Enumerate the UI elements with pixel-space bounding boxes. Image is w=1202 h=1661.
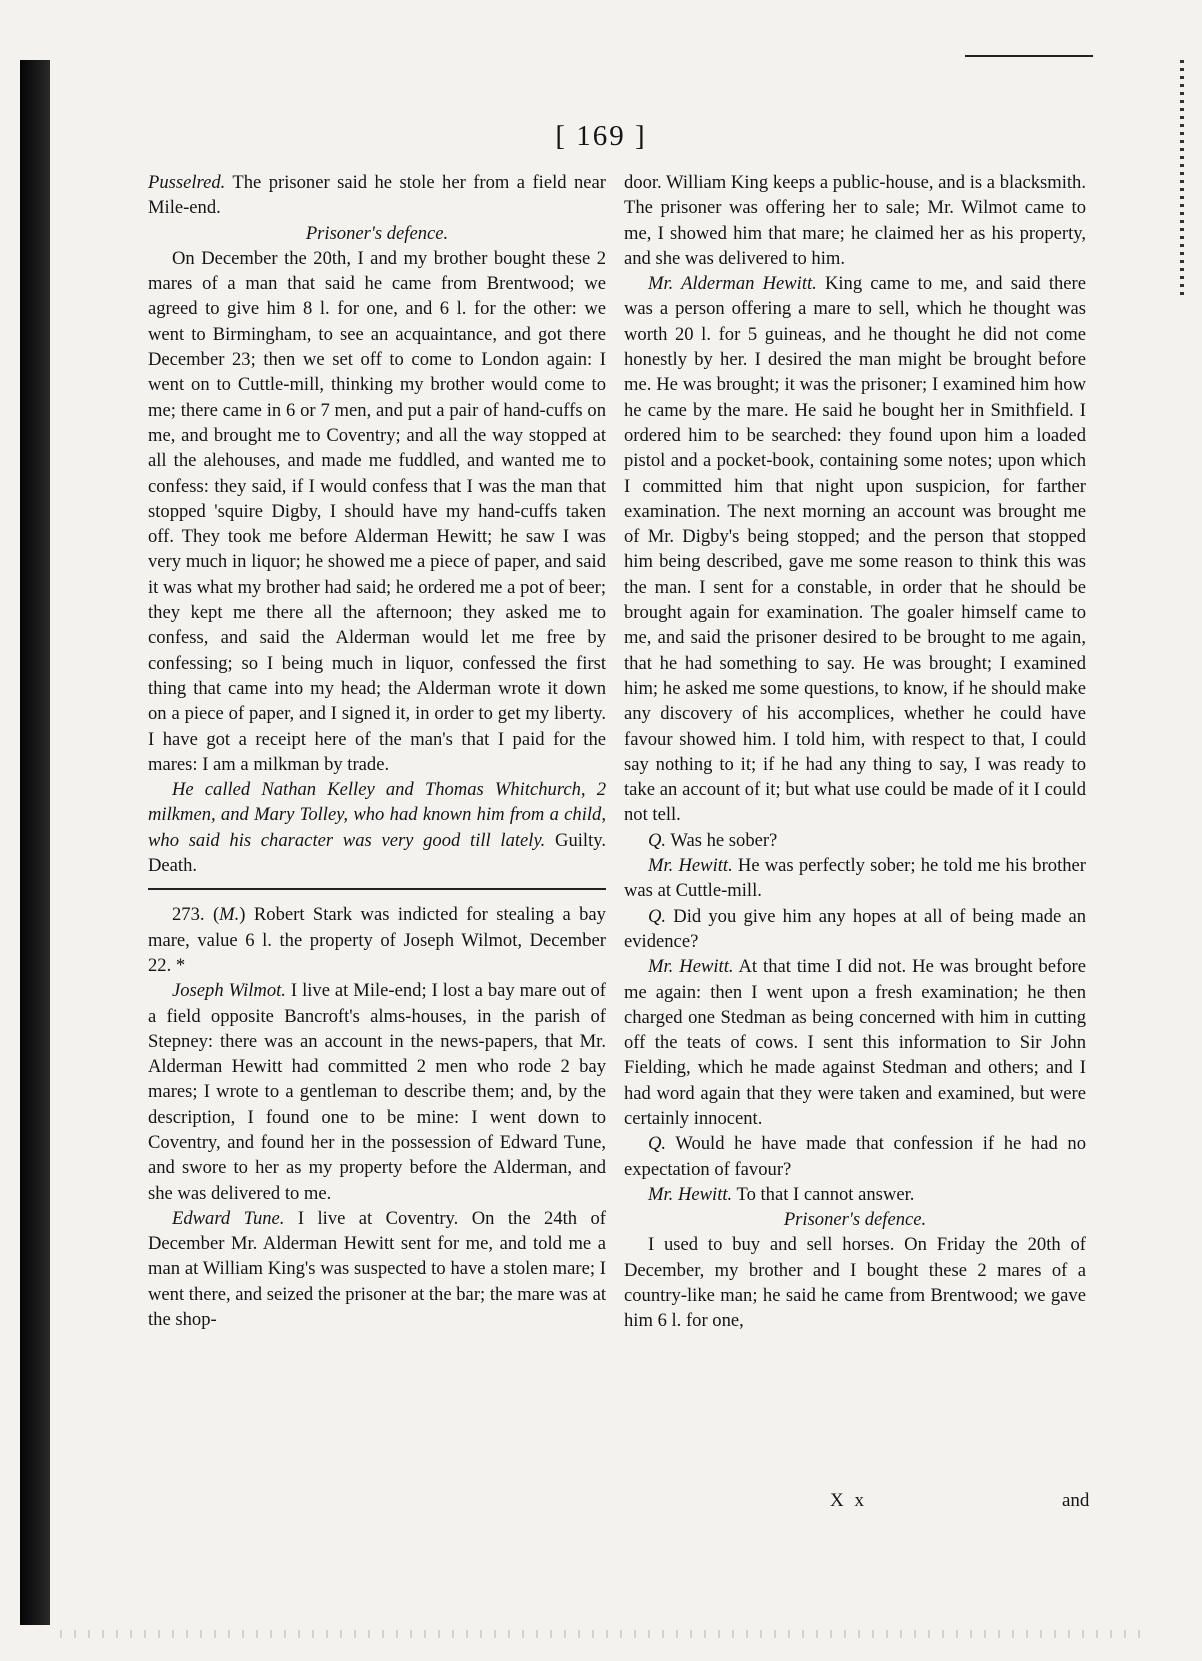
- italic-text: Edward Tune.: [172, 1207, 285, 1229]
- italic-text: Mr. Alderman Hewitt.: [648, 273, 817, 295]
- page-number: [ 169 ]: [555, 120, 647, 152]
- paragraph: [624, 271, 1086, 828]
- paragraph: [624, 904, 1086, 955]
- section-heading: [624, 1207, 1086, 1232]
- paragraph: [148, 902, 606, 978]
- text-run: Did you give him any hopes at all of being made an evidence?: [624, 905, 1086, 952]
- text-run: door. William King keeps a public-house, and is a blacksmith. The prisoner was offering her to sale; Mr. Wilmot came to me, I showed him that mare; he claimed her as his property, and she was delivered to him.: [624, 172, 1086, 269]
- section-heading: [148, 221, 606, 246]
- top-rule: [965, 55, 1093, 57]
- paragraph: [148, 978, 606, 1206]
- text-run: 273. (: [172, 904, 220, 926]
- signature-mark: X x: [830, 1490, 867, 1511]
- italic-text: He called Nathan Kelley and Thomas Whitchurch, 2 milkmen, and Mary Tolley, who had known him from a child, who said his character was very good till lately.: [148, 779, 606, 851]
- text-run: The prisoner said he stole her from a field near Mile-end.: [148, 172, 606, 219]
- text-run: Was he sober?: [666, 829, 778, 851]
- text-run: Guilty. Death.: [148, 829, 606, 877]
- paragraph: [148, 777, 606, 878]
- text-run: I used to buy and sell horses. On Friday the 20th of December, my brother and I bought these 2 mares of a country-like man; he said he came from Brentwood; we gave him 6 l. for one,: [624, 1234, 1086, 1332]
- paragraph: [624, 828, 1086, 853]
- bottom-edge-noise: [60, 1630, 1140, 1638]
- italic-text: Prisoner's defence.: [305, 222, 449, 244]
- paragraph: [148, 170, 606, 221]
- right-column: [624, 170, 1086, 1334]
- italic-text: Q.: [648, 905, 667, 927]
- paragraph: [148, 1206, 606, 1332]
- paragraph: [624, 170, 1086, 271]
- italic-text: Q.: [648, 829, 667, 851]
- italic-text: M.: [219, 904, 240, 926]
- paragraph: [624, 1182, 1086, 1207]
- left-column: [148, 170, 606, 1332]
- page-edge-marks: [1180, 60, 1184, 300]
- paragraph: [624, 1131, 1086, 1182]
- text-run: To that I cannot answer.: [732, 1183, 915, 1205]
- italic-text: Joseph Wilmot.: [172, 980, 286, 1002]
- paragraph: [148, 246, 606, 777]
- section-rule: [148, 888, 606, 890]
- text-run: Would he have made that confession if he had no expectation of favour?: [624, 1133, 1086, 1180]
- text-run: At that time I did not. He was brought before me again: then I went upon a fresh examination; he then charged one Stedman as being concerned with him in cutting off the teats of cows. I sent this information to Sir John Fielding, which he made against Stedman and others; and I had word again that they were taken and examined, but were certainly innocent.: [624, 956, 1086, 1129]
- italic-text: Mr. Hewitt.: [648, 855, 733, 877]
- text-run: ) Robert Stark was indicted for stealing a bay mare, value 6 l. the property of Joseph Wilmot, December 22. *: [148, 904, 606, 976]
- paragraph: [624, 954, 1086, 1131]
- italic-text: Mr. Hewitt.: [648, 1183, 733, 1205]
- italic-text: Prisoner's defence.: [783, 1209, 927, 1231]
- text-run: On December the 20th, I and my brother bought these 2 mares of a man that said he came from Brentwood; we agreed to give him 8 l. for one, and 6 l. for the other: we went to Birmingham, to see an acquaintance, and got there December 23; then we set off to come to London again: I went on to Cuttle-mill, thinking my brother would come to me; there came in 6 or 7 men, and put a pair of hand-cuffs on me, and brought me to Coventry; and all the way stopped at all the alehouses, and made me fuddled, and wanted me to confess: they said, if I would confess that I was the man that stopped 'squire Digby, I should have my hand-cuffs taken off. They took me before Alderman Hewitt; he saw I was very much in liquor; he showed me a piece of paper, and said it was what my brother had said; he ordered me a pot of beer; they kept me there all the afternoon; they asked me to confess, and said the Alderman would let me free by confessing; so I being much in liquor, confessed the first thing that came into my head; the Alderman wrote it down on a piece of paper, and I signed it, in order to get my liberty. I have got a receipt here of the man's that I paid for the mares: I am a milkman by trade.: [148, 247, 606, 775]
- book-binding-shadow: [20, 60, 50, 1625]
- italic-text: Q.: [648, 1133, 667, 1155]
- text-run: I live at Coventry. On the 24th of December Mr. Alderman Hewitt sent for me, and told me a man at William King's was suspected to have a stolen mare; I went there, and seized the prisoner at the bar; the mare was at the shop-: [148, 1207, 606, 1331]
- italic-text: Pusselred.: [148, 172, 226, 193]
- text-run: I live at Mile-end; I lost a bay mare out of a field opposite Bancroft's alms-houses, in the parish of Stepney: there was an account in the news-papers, that Mr. Alderman Hewitt had committed 2 men who rode 2 bay mares; I wrote to a gentleman to describe them; and, by the description, I found one to be mine: I went down to Coventry, and found her in the possession of Edward Tune, and swore to her as my property before the Alderman, and she was delivered to me.: [148, 980, 606, 1204]
- text-run: King came to me, and said there was a person offering a mare to sell, which he thought was worth 20 l. for 5 guineas, and he thought he did not come honestly by her. I desired the man might be brought before me. He was brought; it was the prisoner; I examined him how he came by the mare. He said he bought her in Smithfield. I ordered him to be searched: they found upon him a loaded pistol and a pocket-book, containing some notes; upon which I committed him that night upon suspicion, for farther examination. The next morning an account was brought me of Mr. Digby's being stopped; and the person that stopped him being described, gave me some reason to think this was the man. I sent for a constable, in order that he should be brought again for examination. The goaler himself came to me, and said the prisoner desired to be brought to me again, that he had something to say. He was brought; I examined him; he asked me some questions, to know, if he should make any discovery of his accomplices, whether he could have favour showed him. I told him, with respect to that, I could say nothing to it; if he had any thing to say, I was ready to take an account of it; but what use could be made of it I could not tell.: [624, 273, 1087, 826]
- text-run: He was perfectly sober; he told me his brother was at Cuttle-mill.: [624, 855, 1086, 902]
- paragraph: [624, 1232, 1086, 1333]
- catchword: and: [1062, 1490, 1090, 1511]
- italic-text: Mr. Hewitt.: [648, 956, 734, 978]
- paragraph: [624, 853, 1086, 904]
